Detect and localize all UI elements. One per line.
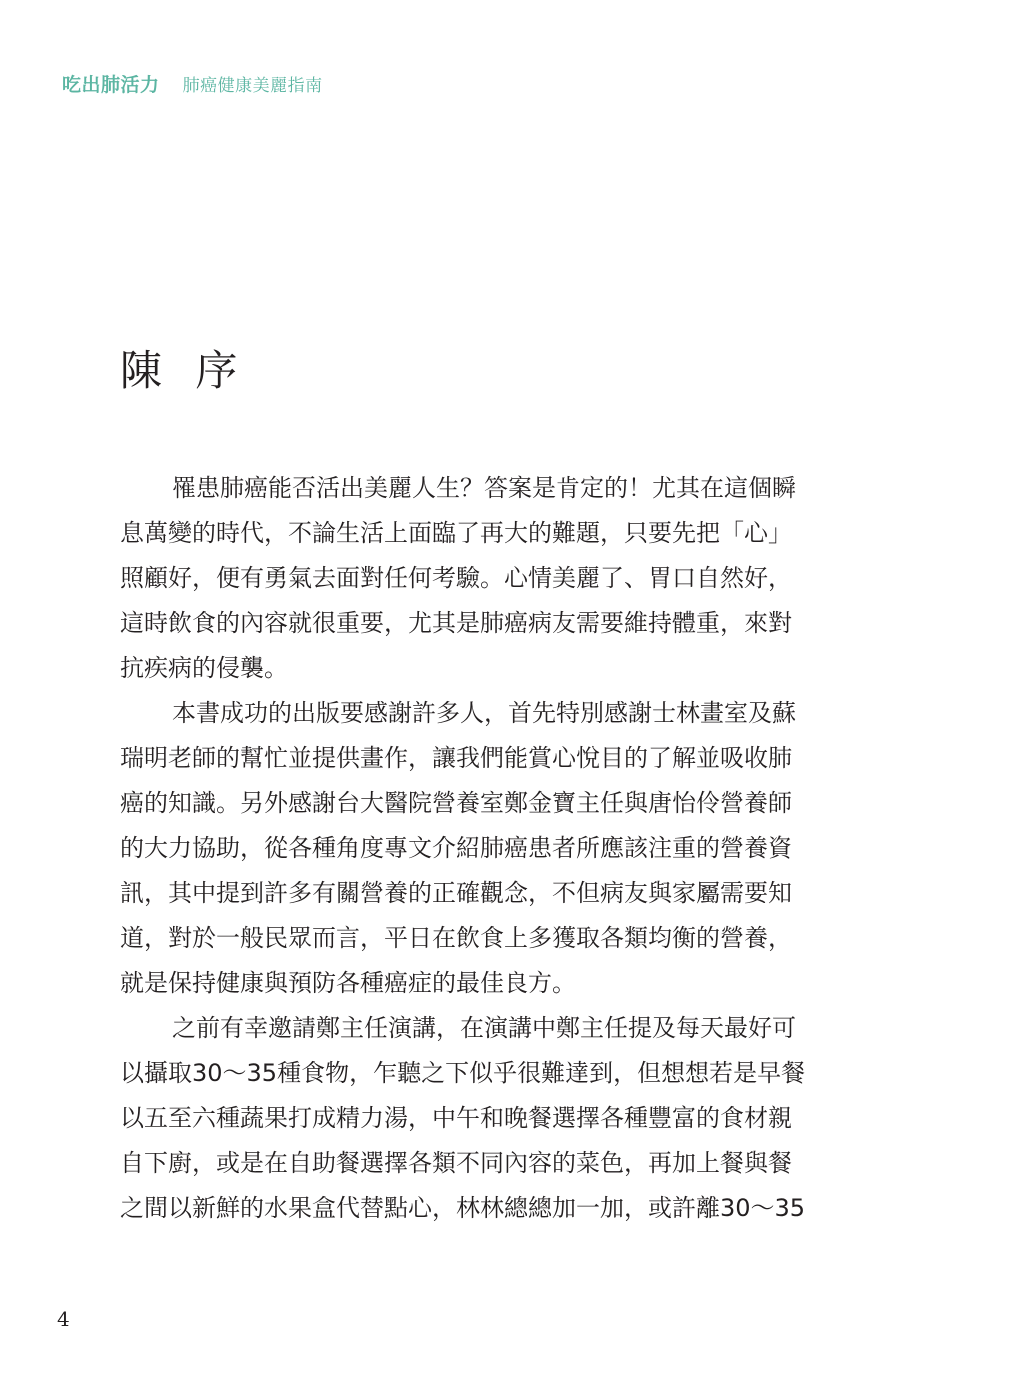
paragraph-2-line: 道，對於一般民眾而言，平日在飲食上多獲取各類均衡的營養，: [120, 924, 792, 952]
paragraph-2-line: 瑞明老師的幫忙並提供畫作，讓我們能賞心悅目的了解並吸收肺: [120, 744, 792, 772]
body-text: [120, 466, 860, 1231]
page-number: 4: [57, 1307, 70, 1331]
paragraph-2-line: 訊，其中提到許多有關營養的正確觀念，不但病友與家屬需要知: [120, 879, 792, 907]
paragraph-2-line: 本書成功的出版要感謝許多人，首先特別感謝士林畫室及蘇: [172, 699, 796, 727]
chapter-title: 陳 序: [120, 346, 248, 395]
running-header: [62, 70, 323, 97]
paragraph-2-line: 就是保持健康與預防各種癌症的最佳良方。: [120, 969, 576, 997]
series-title: 吃出肺活力: [62, 74, 160, 96]
paragraph-2-line: 癌的知識。另外感謝台大醫院營養室鄭金寶主任與唐怡伶營養師: [120, 789, 792, 817]
paragraph-1-line: 罹患肺癌能否活出美麗人生？答案是肯定的！尤其在這個瞬: [172, 474, 796, 502]
paragraph-3-line: 自下廚，或是在自助餐選擇各類不同內容的菜色，再加上餐與餐: [120, 1149, 792, 1177]
paragraph-2-line: 的大力協助，從各種角度專文介紹肺癌患者所應該注重的營養資: [120, 834, 792, 862]
paragraph-1-line: 息萬變的時代，不論生活上面臨了再大的難題，只要先把「心」: [120, 519, 792, 547]
paragraph-1-line: 這時飲食的內容就很重要，尤其是肺癌病友需要維持體重，來對: [120, 609, 792, 637]
paragraph-3-line: 之間以新鮮的水果盒代替點心，林林總總加一加，或許離30～35: [120, 1194, 806, 1222]
paragraph-1-line: 抗疾病的侵襲。: [120, 654, 288, 682]
paragraph-3-line: 之前有幸邀請鄭主任演講，在演講中鄭主任提及每天最好可: [172, 1014, 796, 1042]
paragraph-1-line: 照顧好，便有勇氣去面對任何考驗。心情美麗了、胃口自然好，: [120, 564, 792, 592]
series-subtitle: 肺癌健康美麗指南: [182, 76, 323, 96]
paragraph-3-line: 以攝取30～35種食物，乍聽之下似乎很難達到，但想想若是早餐: [120, 1059, 806, 1087]
paragraph-3-line: 以五至六種蔬果打成精力湯，中午和晚餐選擇各種豐富的食材親: [120, 1104, 792, 1132]
